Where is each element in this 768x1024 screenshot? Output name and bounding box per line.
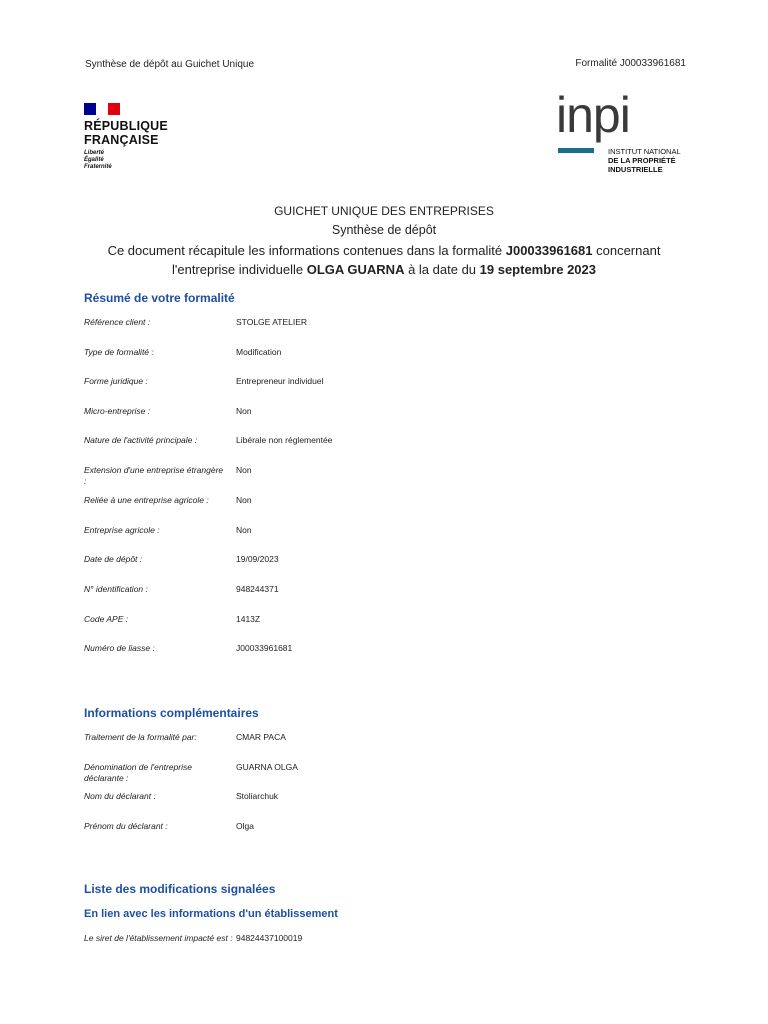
resume-label-agricole-reliee: Reliée à une entreprise agricole : xyxy=(84,495,209,505)
section-modifications-heading: Liste des modifications signalées xyxy=(84,882,276,896)
desc-text-a: Ce document récapitule les informations contenues dans la formalité xyxy=(107,243,506,258)
resume-value-date: 19/09/2023 xyxy=(236,554,279,564)
header-left-text: Synthèse de dépôt au Guichet Unique xyxy=(85,59,255,70)
republique-francaise-logo xyxy=(84,103,168,171)
inpi-text-line2: DE LA PROPRIÉTÉ xyxy=(608,156,676,165)
compl-value-denomination: GUARNA OLGA xyxy=(236,762,298,772)
header-right-text: Formalité J00033961681 xyxy=(575,58,686,69)
desc-formalite-number: J00033961681 xyxy=(505,243,593,258)
resume-value-nature: Libérale non réglementée xyxy=(236,435,333,445)
resume-value-extension: Non xyxy=(236,465,252,475)
compl-label-denomination: Dénomination de l'entreprise déclarante : xyxy=(84,762,192,783)
resume-label-extension: Extension d'une entreprise étrangère : xyxy=(84,465,224,486)
inpi-text-line1: INSTITUT NATIONAL xyxy=(608,147,681,156)
compl-value-prenom: Olga xyxy=(236,821,254,831)
section-complementaires-heading: Informations complémentaires xyxy=(84,706,259,720)
compl-label-prenom: Prénom du déclarant : xyxy=(84,821,168,831)
resume-label-liasse: Numéro de liasse : xyxy=(84,643,155,653)
compl-value-traitement: CMAR PACA xyxy=(236,732,286,742)
inpi-accent-bar xyxy=(558,148,594,153)
rf-motto-1: Liberté xyxy=(84,150,105,156)
resume-label-ape: Code APE : xyxy=(84,614,129,624)
french-flag-icon xyxy=(84,103,120,115)
rf-motto-2: Égalité xyxy=(84,157,104,163)
resume-label-micro: Micro-entreprise : xyxy=(84,406,151,416)
modif-value-siret: 94824437100019 xyxy=(236,933,303,943)
inpi-mark: inpi xyxy=(556,87,630,143)
desc-company-name: OLGA GUARNA xyxy=(306,262,405,277)
resume-label-type: Type de formalité : xyxy=(84,347,154,357)
title-synthese: Synthèse de dépôt xyxy=(331,223,437,237)
resume-label-nature: Nature de l'activité principale : xyxy=(84,435,198,445)
desc-text-d: l'entreprise individuelle xyxy=(171,262,307,277)
resume-label-identification: N° identification : xyxy=(84,584,148,594)
compl-value-nom: Stoliarchuk xyxy=(236,791,279,801)
compl-label-nom: Nom du déclarant : xyxy=(84,791,156,801)
inpi-logo xyxy=(556,87,696,180)
desc-text-e: à la date du xyxy=(404,262,480,277)
desc-date: 19 septembre 2023 xyxy=(479,262,596,277)
resume-label-agricole: Entreprise agricole : xyxy=(84,525,160,535)
desc-text-c: concernant xyxy=(592,243,661,258)
modifications-subheading: En lien avec les informations d'un établissement xyxy=(84,908,338,920)
resume-label-reference: Référence client : xyxy=(84,317,151,327)
resume-value-micro: Non xyxy=(236,406,252,416)
rf-name-line1: RÉPUBLIQUE xyxy=(84,119,168,133)
title-description-line2 xyxy=(0,262,768,277)
resume-value-agricole: Non xyxy=(236,525,252,535)
resume-value-identification: 948244371 xyxy=(236,584,279,594)
compl-label-traitement: Traitement de la formalité par: xyxy=(84,732,197,742)
resume-value-agricole-reliee: Non xyxy=(236,495,252,505)
resume-value-reference: STOLGE ATELIER xyxy=(236,317,308,327)
resume-value-type: Modification xyxy=(236,347,282,357)
resume-value-forme: Entrepreneur individuel xyxy=(236,376,324,386)
resume-label-date: Date de dépôt : xyxy=(84,554,143,564)
title-description-line1 xyxy=(0,243,768,258)
rf-name-line2: FRANÇAISE xyxy=(84,133,159,147)
rf-motto-3: Fraternité xyxy=(84,164,112,170)
inpi-text-line3: INDUSTRIELLE xyxy=(608,165,663,174)
title-guichet-unique: GUICHET UNIQUE DES ENTREPRISES xyxy=(274,204,494,218)
modif-label-siret: Le siret de l'établissement impacté est : xyxy=(84,933,233,943)
resume-label-forme: Forme juridique : xyxy=(84,376,148,386)
resume-value-liasse: J00033961681 xyxy=(236,643,293,653)
section-resume-heading: Résumé de votre formalité xyxy=(84,291,235,305)
resume-value-ape: 1413Z xyxy=(236,614,261,624)
